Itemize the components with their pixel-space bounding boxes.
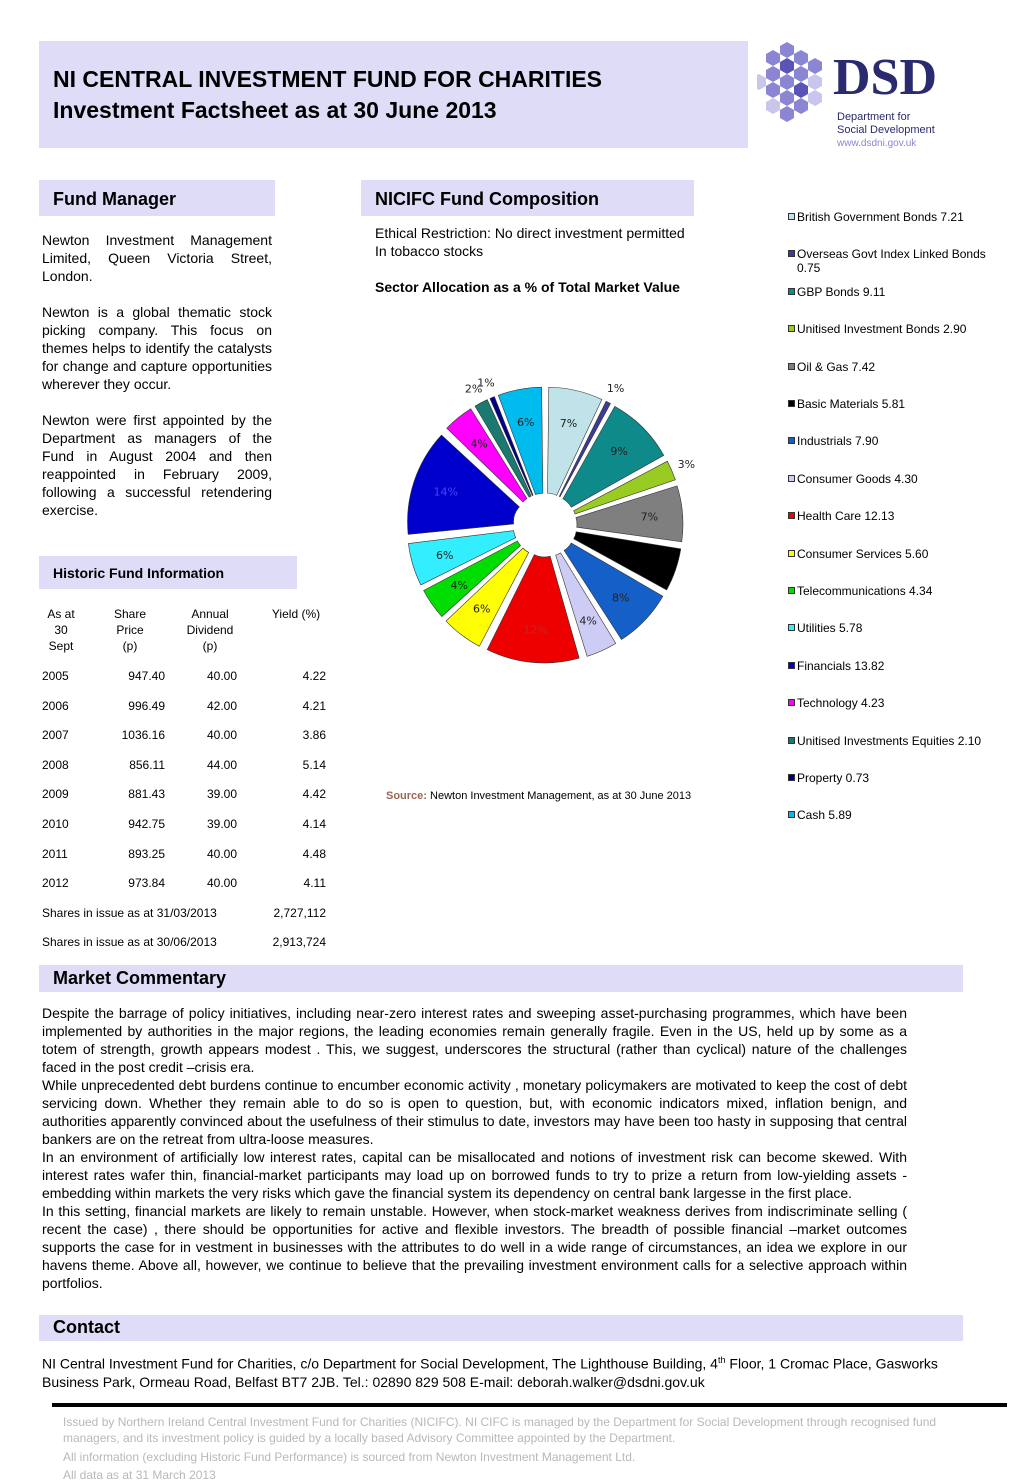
pie-data-label: 1% — [477, 376, 495, 390]
table-cell: 4.48 — [302, 846, 326, 861]
table-cell: 996.49 — [128, 698, 165, 713]
shares-in-issue-row — [39, 905, 329, 921]
composition-heading: NICIFC Fund Composition — [361, 180, 694, 216]
logo-line2: Social Development — [837, 124, 935, 136]
legend-label: GBP Bonds 9.11 — [797, 284, 886, 299]
table-cell: 2012 — [42, 876, 69, 891]
legend-label: Health Care 12.13 — [797, 509, 895, 524]
source-label: Source: — [386, 790, 427, 802]
fund-manager-p3: Newton were first appointed by the Department as managers of the Fund in August 2004 and then reappointed in February 2009, following a successful retendering exercise. — [42, 412, 272, 518]
table-cell: 39.00 — [206, 787, 237, 802]
legend-swatch — [788, 475, 795, 482]
legend-label: Industrials 7.90 — [797, 434, 879, 449]
shares-value: 2,727,112 — [273, 905, 326, 920]
pie-data-label: 6% — [473, 602, 491, 616]
legend-label: Telecommunications 4.34 — [797, 584, 933, 598]
fund-manager-heading: Fund Manager — [39, 180, 275, 216]
legend-label: Overseas Govt Index Linked Bonds 0.75 — [797, 247, 986, 276]
market-p4: In this setting, financial markets are likely to remain unstable. However, when stock-market weakness derives from indiscriminate selling ( recent the case) , there should be opportunities for active and flexible investors. The breadth of possible financial –market outcomes supports the case for in vestment in businesses with the attributes to do well in a wide range of circumstances, an idea we explore in our havens theme. Above all, however, we continue to believe that the prevailing investment environment calls for a selective approach within portfolios. — [42, 1203, 907, 1291]
legend-swatch — [788, 587, 795, 594]
legend-label: Unitised Investments Equities 2.10 — [797, 733, 982, 748]
legend-swatch — [788, 811, 795, 818]
legend-swatch — [788, 213, 795, 220]
legend-label: Consumer Goods 4.30 — [797, 471, 918, 486]
shares-value: 2,913,724 — [272, 935, 326, 950]
legend-label: Basic Materials 5.81 — [797, 397, 906, 411]
legend-label: Unitised Investment Bonds 2.90 — [797, 322, 967, 337]
table-row — [39, 786, 329, 802]
footer-divider — [52, 1403, 1007, 1407]
legend-swatch — [788, 288, 795, 295]
table-cell: 40.00 — [206, 876, 237, 891]
table-cell: 2009 — [42, 787, 69, 802]
market-commentary-heading: Market Commentary — [39, 965, 963, 992]
legend-swatch — [788, 437, 795, 444]
legend-label: Financials 13.82 — [797, 658, 885, 673]
pie-data-label: 8% — [611, 591, 630, 605]
table-cell: 1036.16 — [121, 728, 165, 743]
pie-data-label: 4% — [450, 579, 468, 593]
market-p3: In an environment of artificially low interest rates, capital can be misallocated and notions of investment risk can become skewed. With interest rates wafer thin, financial-market participants may load up on borrowed funds to try to prize a return from low-yielding assets - embedding within markets the very risks which gave the financial system its dependency on central bank largesse in the first place. — [42, 1149, 907, 1201]
fund-manager-text — [42, 231, 272, 537]
table-cell: 947.40 — [128, 669, 165, 683]
pie-data-label: 12% — [523, 623, 548, 637]
shares-label: Shares in issue as at 30/06/2013 — [42, 935, 217, 950]
table-cell: 893.25 — [128, 846, 165, 861]
table-row — [39, 668, 329, 684]
table-row — [39, 757, 329, 773]
legend-swatch — [788, 774, 795, 781]
table-cell: 2005 — [42, 669, 69, 683]
col-header-dividend: Annual Dividend (p) — [186, 607, 234, 653]
ethical-restriction — [375, 224, 725, 260]
chart-source — [386, 790, 691, 802]
pie-data-label: 4% — [579, 614, 597, 628]
table-cell: 2010 — [42, 817, 69, 831]
contact-heading: Contact — [39, 1315, 963, 1341]
pie-data-label: 9% — [610, 445, 628, 459]
pie-data-label: 3% — [677, 457, 696, 471]
fund-manager-p1: Newton Investment Management Limited, Queen Victoria Street, London. — [42, 232, 272, 284]
table-cell: 5.14 — [302, 757, 326, 772]
legend-swatch — [788, 699, 795, 706]
legend-swatch — [788, 512, 795, 519]
logo-line1: Department for — [837, 111, 911, 123]
legend-swatch — [788, 662, 795, 669]
logo-brand: DSD — [833, 49, 938, 106]
pie-data-label: 2% — [464, 382, 483, 396]
title-banner — [39, 41, 748, 148]
table-row — [39, 698, 329, 714]
historic-heading: Historic Fund Information — [39, 556, 297, 589]
legend-swatch — [788, 737, 795, 744]
table-cell: 40.00 — [206, 669, 237, 683]
hexagon-cluster-icon — [757, 38, 967, 153]
table-cell: 2007 — [42, 728, 69, 743]
col-header-date: As at 30 Sept — [47, 607, 75, 653]
table-cell: 881.43 — [128, 787, 165, 802]
table-cell: 2006 — [42, 698, 69, 713]
col-header-price: Share Price (p) — [113, 607, 147, 653]
market-commentary-text — [42, 1004, 907, 1292]
page-title: NI CENTRAL INVESTMENT FUND FOR CHARITIES — [53, 66, 603, 92]
legend-swatch — [788, 250, 795, 257]
source-text: Newton Investment Management, as at 30 June 2013 — [430, 790, 692, 802]
table-cell: 942.75 — [128, 817, 165, 831]
legend-swatch — [788, 363, 795, 370]
chart-title: Sector Allocation as a % of Total Market Value — [375, 279, 680, 295]
legend-label: British Government Bonds 7.21 — [797, 210, 964, 224]
table-row — [39, 816, 329, 832]
legend-swatch — [788, 550, 795, 557]
table-row — [39, 875, 329, 891]
legend-label: Oil & Gas 7.42 — [797, 359, 876, 374]
fund-manager-p2: Newton is a global thematic stock picking company. This focus on themes helps to identify the catalysts for change and capture opportunities wherever they occur. — [42, 304, 272, 392]
table-cell: 4.11 — [303, 876, 326, 891]
table-cell: 2011 — [42, 846, 68, 861]
table-cell: 4.14 — [302, 817, 326, 831]
restriction-line1: Ethical Restriction: No direct investment permitted — [375, 225, 685, 241]
table-row — [39, 846, 329, 862]
footer-date: All data as at 31 March 2013 — [63, 1468, 216, 1482]
pie-data-label: 4% — [470, 437, 488, 451]
page-subtitle: Investment Factsheet as at 30 June 2013 — [53, 97, 497, 123]
legend-label: Cash 5.89 — [797, 808, 852, 823]
footer-sources: All information (excluding Historic Fund Performance) is sourced from Newton Investment Management Ltd. — [63, 1450, 636, 1464]
sector-pie-chart — [360, 340, 720, 680]
contact-text: NI Central Investment Fund for Charities, c/o Department for Social Development, The Lighthouse Building, 4th Floor, 1 Cromac Place, Gasworks Business Park, Ormeau Road, Belfast BT7 2JB. Tel.: 02890 829 508 E-mail: deborah.walker@dsdni.gov.uk — [42, 1355, 938, 1390]
pie-data-label: 7% — [559, 416, 578, 430]
footer-issued: Issued by Northern Ireland Central Investment Fund for Charities (NICIFC). NI CIFC is managed by the Department for Social Development through recognised fund managers, and its investment policy is guided by a locally based Advisory Committee appointed by the Department. — [63, 1415, 937, 1445]
table-cell: 40.00 — [206, 728, 237, 743]
dsd-logo — [757, 38, 967, 153]
col-header-yield: Yield (%) — [271, 607, 321, 621]
logo-url: www.dsdni.gov.uk — [837, 138, 917, 149]
pie-data-label: 1% — [606, 382, 625, 396]
market-p1: Despite the barrage of policy initiatives, including near-zero interest rates and sweeping asset-purchasing programmes, which have been implemented by authorities in the major regions, the leading economies remain generally fragile. Even in the US, held up by some as a totem of strength, growth appears modest . This, we suggest, underscores the structural (rather than cyclical) nature of the challenges faced in the post credit –crisis era. — [42, 1005, 907, 1075]
pie-data-label: 6% — [517, 416, 535, 430]
table-cell: 4.21 — [302, 698, 326, 713]
table-cell: 2008 — [42, 757, 69, 772]
pie-data-label: 6% — [436, 549, 454, 563]
table-cell: 4.42 — [302, 787, 326, 802]
legend-swatch — [788, 400, 795, 407]
shares-in-issue-row — [39, 934, 329, 950]
legend-label: Consumer Services 5.60 — [797, 546, 929, 561]
pie-data-label: 14% — [433, 485, 458, 499]
shares-label: Shares in issue as at 31/03/2013 — [42, 905, 217, 920]
table-cell: 44.00 — [206, 757, 237, 772]
table-cell: 40.00 — [206, 846, 237, 861]
table-cell: 42.00 — [206, 698, 237, 713]
legend-label: Technology 4.23 — [797, 696, 885, 711]
pie-data-label: 7% — [640, 510, 659, 524]
table-cell: 4.22 — [302, 669, 326, 683]
table-cell: 973.84 — [128, 876, 165, 891]
legend-swatch — [788, 624, 795, 631]
restriction-line2: In tobacco stocks — [375, 243, 484, 259]
legend-label: Utilities 5.78 — [797, 621, 863, 636]
market-p2: While unprecedented debt burdens continue to encumber economic activity , monetary policymakers are motivated to keep the cost of debt servicing down. Whether they remain able to do so is open to question, but, with economic indicators mixed, inflation benign, and authorities apparently convinced about the usefulness of their stimulus to date, investors may have been too hasty in supposing that central bankers are on the retreat from ultra-loose measures. — [42, 1077, 907, 1147]
table-row — [39, 727, 329, 743]
table-cell: 3.86 — [302, 728, 326, 743]
table-cell: 39.00 — [206, 817, 237, 831]
table-cell: 856.11 — [129, 757, 165, 772]
legend-swatch — [788, 325, 795, 332]
legend-label: Property 0.73 — [797, 771, 870, 785]
